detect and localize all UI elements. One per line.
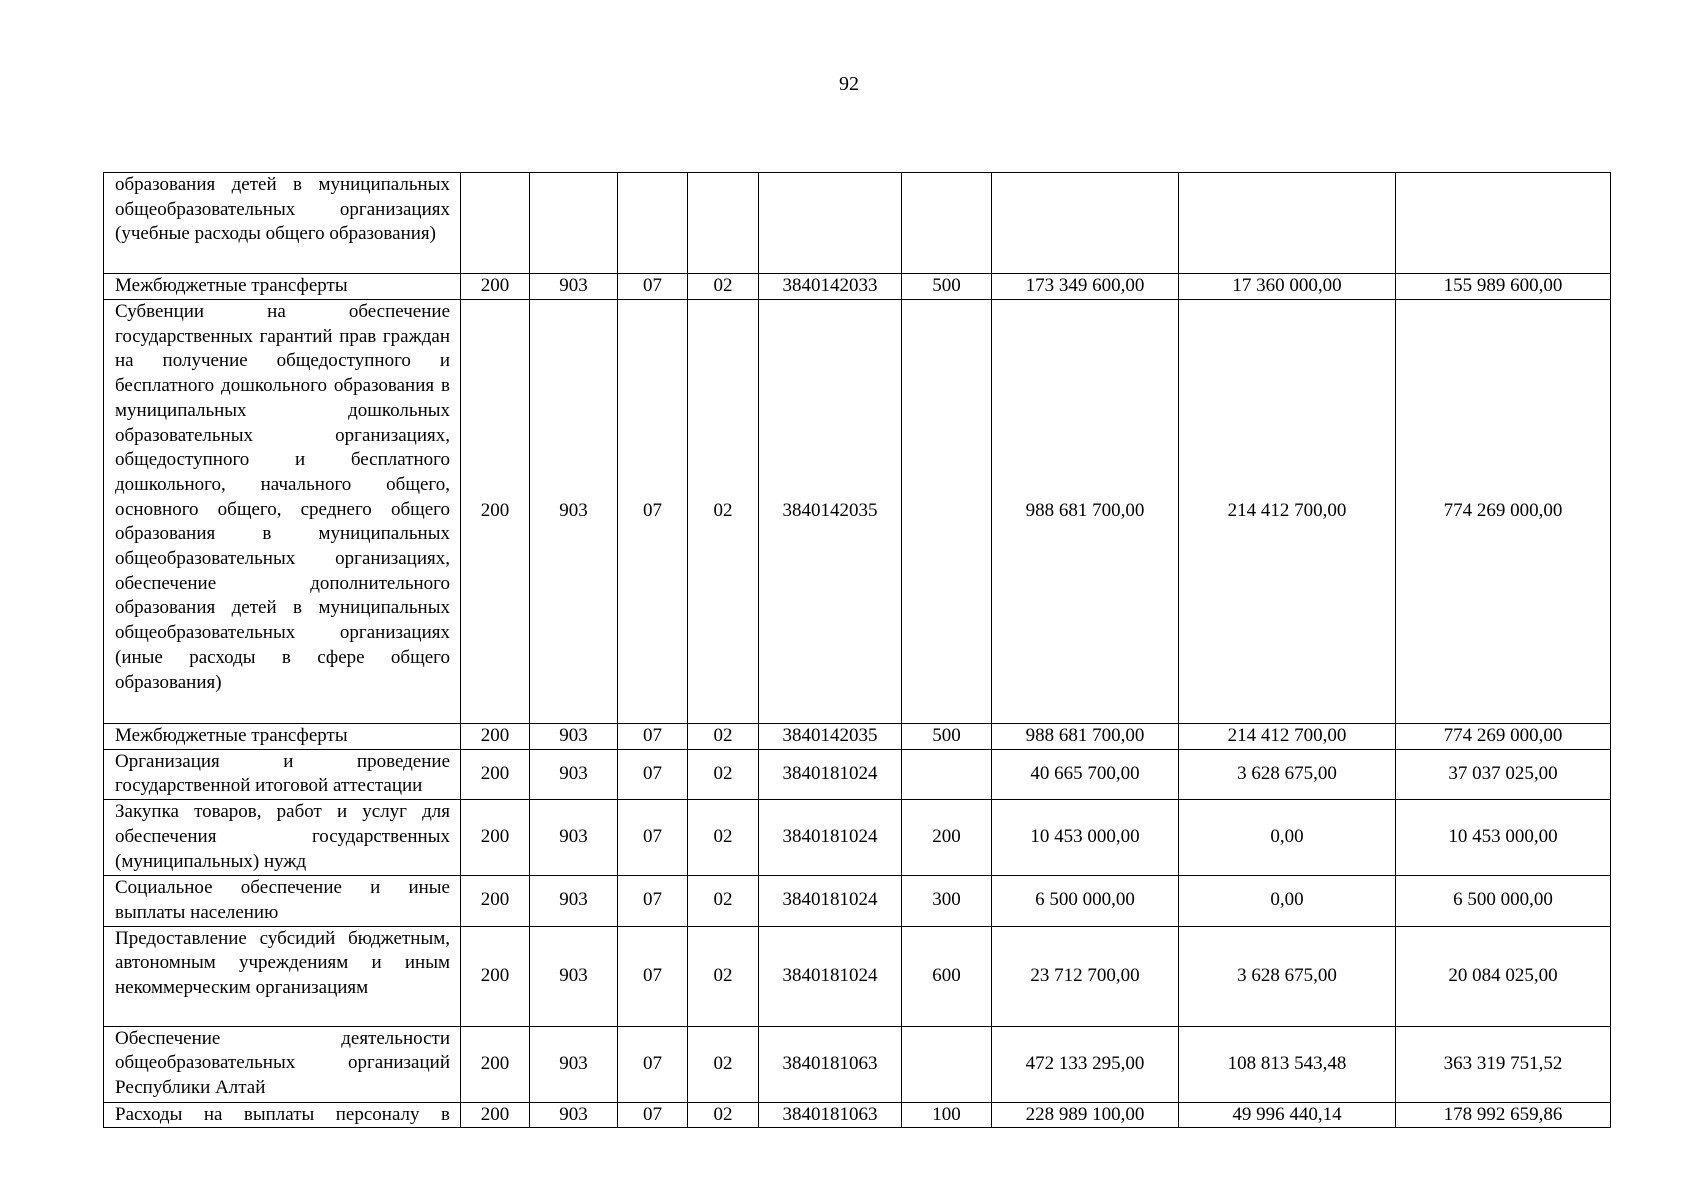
cell-code-4 bbox=[688, 173, 759, 274]
row-name: Субвенции на обеспечение государственных гарантий прав граждан на получение общедоступного и бесплатного дошкольного образования в муниципальных дошкольных образовательных организациях, общедоступного и бесплатного дошкольного, начального общего, основного общего, среднего общего образования в муниципальных общеобразовательных организациях, обеспечение дополнительного образования детей в муниципальных общеобразовательных организациях (иные расходы в сфере общего образования) bbox=[104, 300, 461, 724]
cell-code-1: 200 bbox=[461, 724, 530, 750]
cell-amount-2: 214 412 700,00 bbox=[1179, 300, 1396, 724]
cell-code-5: 3840181024 bbox=[759, 749, 902, 799]
cell-amount-3: 10 453 000,00 bbox=[1396, 800, 1611, 876]
cell-code-2: 903 bbox=[530, 749, 618, 799]
cell-code-5: 3840142035 bbox=[759, 300, 902, 724]
cell-code-6: 600 bbox=[902, 926, 992, 1026]
cell-code-6 bbox=[902, 173, 992, 274]
row-name: Предоставление субсидий бюджетным, автономным учреждениям и иным некоммерческим организациям bbox=[104, 926, 461, 1026]
cell-amount-2: 214 412 700,00 bbox=[1179, 724, 1396, 750]
cell-amount-1: 173 349 600,00 bbox=[992, 274, 1179, 300]
cell-code-2: 903 bbox=[530, 724, 618, 750]
cell-code-6 bbox=[902, 749, 992, 799]
row-name: Закупка товаров, работ и услуг для обеспечения государственных (муниципальных) нужд bbox=[104, 800, 461, 876]
cell-code-2: 903 bbox=[530, 274, 618, 300]
cell-code-1: 200 bbox=[461, 1102, 530, 1128]
cell-code-4: 02 bbox=[688, 800, 759, 876]
row-name: Социальное обеспечение и иные выплаты населению bbox=[104, 876, 461, 926]
cell-code-6 bbox=[902, 300, 992, 724]
cell-code-6: 100 bbox=[902, 1102, 992, 1128]
cell-amount-1: 472 133 295,00 bbox=[992, 1026, 1179, 1102]
page-number: 92 bbox=[839, 73, 859, 95]
cell-code-3: 07 bbox=[618, 724, 688, 750]
cell-code-1: 200 bbox=[461, 1026, 530, 1102]
table-row bbox=[104, 876, 1611, 926]
cell-amount-2: 108 813 543,48 bbox=[1179, 1026, 1396, 1102]
cell-code-2: 903 bbox=[530, 876, 618, 926]
cell-amount-2: 3 628 675,00 bbox=[1179, 926, 1396, 1026]
cell-code-3: 07 bbox=[618, 274, 688, 300]
table-row bbox=[104, 173, 1611, 274]
cell-amount-3: 20 084 025,00 bbox=[1396, 926, 1611, 1026]
cell-amount-2 bbox=[1179, 173, 1396, 274]
budget-table bbox=[103, 172, 1611, 1128]
cell-code-6: 300 bbox=[902, 876, 992, 926]
cell-amount-2: 0,00 bbox=[1179, 800, 1396, 876]
cell-amount-1: 988 681 700,00 bbox=[992, 724, 1179, 750]
cell-amount-1: 23 712 700,00 bbox=[992, 926, 1179, 1026]
cell-amount-1: 988 681 700,00 bbox=[992, 300, 1179, 724]
cell-code-3: 07 bbox=[618, 300, 688, 724]
cell-code-2: 903 bbox=[530, 800, 618, 876]
cell-code-4: 02 bbox=[688, 926, 759, 1026]
table-row bbox=[104, 724, 1611, 750]
cell-code-4: 02 bbox=[688, 1102, 759, 1128]
cell-amount-3 bbox=[1396, 173, 1611, 274]
cell-amount-1: 6 500 000,00 bbox=[992, 876, 1179, 926]
cell-code-5: 3840181063 bbox=[759, 1102, 902, 1128]
cell-amount-1 bbox=[992, 173, 1179, 274]
cell-code-5 bbox=[759, 173, 902, 274]
cell-code-5: 3840181063 bbox=[759, 1026, 902, 1102]
cell-amount-1: 10 453 000,00 bbox=[992, 800, 1179, 876]
cell-code-3 bbox=[618, 173, 688, 274]
cell-code-2: 903 bbox=[530, 300, 618, 724]
table-row bbox=[104, 300, 1611, 724]
cell-amount-1: 228 989 100,00 bbox=[992, 1102, 1179, 1128]
cell-code-3: 07 bbox=[618, 749, 688, 799]
row-name-text: Расходы на выплаты персоналу в bbox=[115, 1103, 450, 1125]
cell-amount-3: 774 269 000,00 bbox=[1396, 300, 1611, 724]
cell-amount-2: 3 628 675,00 bbox=[1179, 749, 1396, 799]
row-name: Межбюджетные трансферты bbox=[104, 724, 461, 750]
cell-code-4: 02 bbox=[688, 749, 759, 799]
cell-amount-1: 40 665 700,00 bbox=[992, 749, 1179, 799]
cell-code-6: 500 bbox=[902, 274, 992, 300]
cell-code-4: 02 bbox=[688, 724, 759, 750]
cell-amount-2: 49 996 440,14 bbox=[1179, 1102, 1396, 1128]
row-name: Межбюджетные трансферты bbox=[104, 274, 461, 300]
row-name: Обеспечение деятельности общеобразовательных организаций Республики Алтай bbox=[104, 1026, 461, 1102]
cell-code-3: 07 bbox=[618, 800, 688, 876]
cell-amount-2: 17 360 000,00 bbox=[1179, 274, 1396, 300]
cell-code-1: 200 bbox=[461, 274, 530, 300]
table-row bbox=[104, 800, 1611, 876]
cell-code-5: 3840181024 bbox=[759, 926, 902, 1026]
cell-code-6: 500 bbox=[902, 724, 992, 750]
cell-code-2: 903 bbox=[530, 1026, 618, 1102]
cell-amount-3: 774 269 000,00 bbox=[1396, 724, 1611, 750]
cell-amount-3: 37 037 025,00 bbox=[1396, 749, 1611, 799]
cell-code-2 bbox=[530, 173, 618, 274]
cell-code-4: 02 bbox=[688, 876, 759, 926]
cell-code-1 bbox=[461, 173, 530, 274]
row-name: образования детей в муниципальных общеобразовательных организациях (учебные расходы общего образования) bbox=[104, 173, 461, 274]
cell-code-4: 02 bbox=[688, 300, 759, 724]
cell-code-6: 200 bbox=[902, 800, 992, 876]
cell-code-1: 200 bbox=[461, 876, 530, 926]
cell-code-1: 200 bbox=[461, 749, 530, 799]
row-name bbox=[104, 1102, 461, 1128]
cell-amount-3: 6 500 000,00 bbox=[1396, 876, 1611, 926]
cell-code-5: 3840142033 bbox=[759, 274, 902, 300]
table-row bbox=[104, 274, 1611, 300]
cell-code-4: 02 bbox=[688, 1026, 759, 1102]
cell-code-3: 07 bbox=[618, 926, 688, 1026]
row-name: Организация и проведение государственной итоговой аттестации bbox=[104, 749, 461, 799]
cell-code-2: 903 bbox=[530, 1102, 618, 1128]
cell-code-3: 07 bbox=[618, 1026, 688, 1102]
cell-amount-3: 155 989 600,00 bbox=[1396, 274, 1611, 300]
cell-code-1: 200 bbox=[461, 300, 530, 724]
cell-code-1: 200 bbox=[461, 926, 530, 1026]
cell-code-3: 07 bbox=[618, 876, 688, 926]
cell-amount-2: 0,00 bbox=[1179, 876, 1396, 926]
table-row bbox=[104, 1026, 1611, 1102]
cell-code-2: 903 bbox=[530, 926, 618, 1026]
cell-amount-3: 363 319 751,52 bbox=[1396, 1026, 1611, 1102]
cell-code-5: 3840181024 bbox=[759, 876, 902, 926]
cell-amount-3: 178 992 659,86 bbox=[1396, 1102, 1611, 1128]
cell-code-5: 3840142035 bbox=[759, 724, 902, 750]
table-row bbox=[104, 926, 1611, 1026]
table-row bbox=[104, 1102, 1611, 1128]
cell-code-3: 07 bbox=[618, 1102, 688, 1128]
cell-code-4: 02 bbox=[688, 274, 759, 300]
cell-code-6 bbox=[902, 1026, 992, 1102]
cell-code-1: 200 bbox=[461, 800, 530, 876]
table-row bbox=[104, 749, 1611, 799]
cell-code-5: 3840181024 bbox=[759, 800, 902, 876]
